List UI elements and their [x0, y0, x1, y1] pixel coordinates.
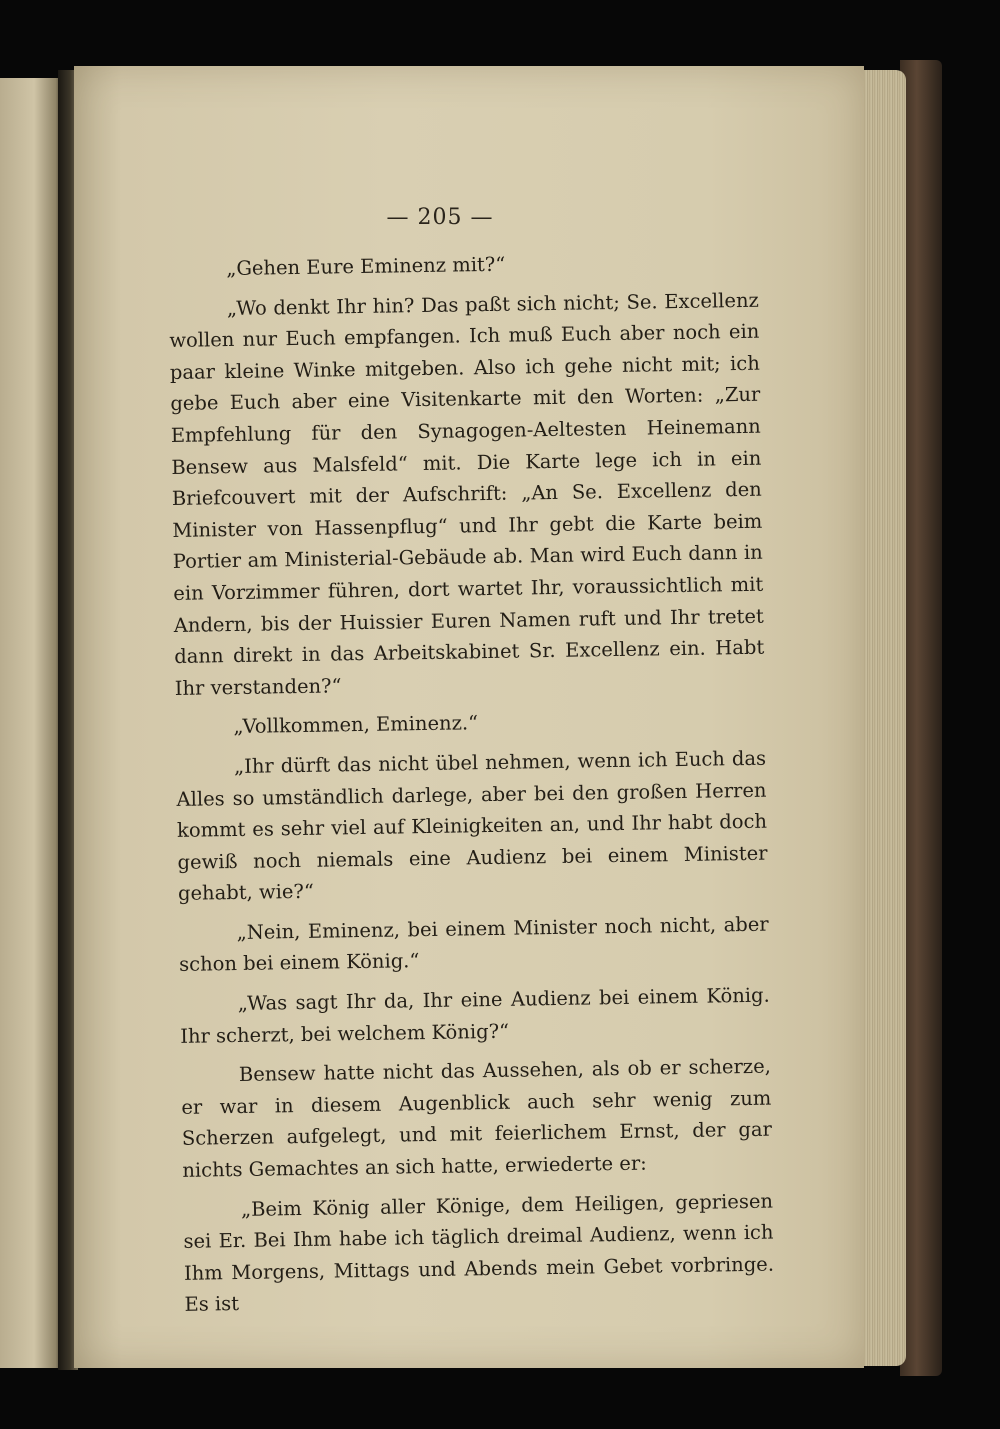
left-page-edge	[0, 78, 62, 1368]
page-number: — 205 —	[386, 205, 494, 230]
paragraph: „Nein, Eminenz, bei einem Minister noch nicht, aber schon bei einem König.“	[178, 912, 769, 977]
paragraph: „Beim König aller Könige, dem Heiligen, gepriesen sei Er. Bei Ihm habe ich täglich dreimal Audienz, wenn ich Ihm Morgens, Mittags und Abends mein Gebet vorbringe. Es ist	[183, 1189, 775, 1317]
paragraph: „Was sagt Ihr da, Ihr eine Audienz bei einem König. Ihr scherzt, bei welchem König?“	[180, 983, 770, 1048]
page-body	[168, 245, 775, 1329]
page-stack-edge	[858, 70, 906, 1366]
paragraph: „Vollkommen, Eminenz.“	[233, 711, 479, 739]
paragraph: Bensew hatte nicht das Aussehen, als ob er scherze, er war in diesem Augenblick auch sehr wenig zum Scherzen aufgelegt, und mit feierlichem Ernst, der gar nichts Gemachtes an sich hatte, erwiederte er:	[181, 1054, 773, 1182]
paragraph: „Ihr dürft das nicht übel nehmen, wenn ich Euch das Alles so umständlich darlege, aber bei den großen Herren kommt es sehr viel auf Kleinigkeiten an, und Ihr habt doch gewiß noch niemals eine Audienz bei einem Minister gehabt, wie?“	[176, 746, 768, 906]
paragraph: „Wo denkt Ihr hin? Das paßt sich nicht; Se. Excellenz wollen nur Euch empfangen. Ich muß Euch aber noch ein paar kleine Winke mitgeben. Also ich gehe nicht mit; ich gebe Euch aber eine Visitenkarte mit den Worten: „Zur Empfehlung für den Synagogen-Aeltesten Heinemann Bensew aus Malsfeld“ mit. Die Karte lege ich in ein Briefcouvert mit der Aufschrift: „An Se. Excellenz den Minister von Hassenpflug“ und Ihr gebt die Karte beim Portier am Ministerial-Gebäude ab. Man wird Euch dann in ein Vorzimmer führen, dort wartet Ihr, voraussichtlich mit Andern, bis der Huissier Euren Namen ruft und Ihr tretet dann direkt in das Arbeitskabinet Sr. Excellenz ein. Habt Ihr verstanden?“	[169, 288, 765, 700]
book-cover-edge	[900, 60, 942, 1376]
paragraph: „Gehen Eure Eminenz mit?“	[226, 252, 506, 281]
